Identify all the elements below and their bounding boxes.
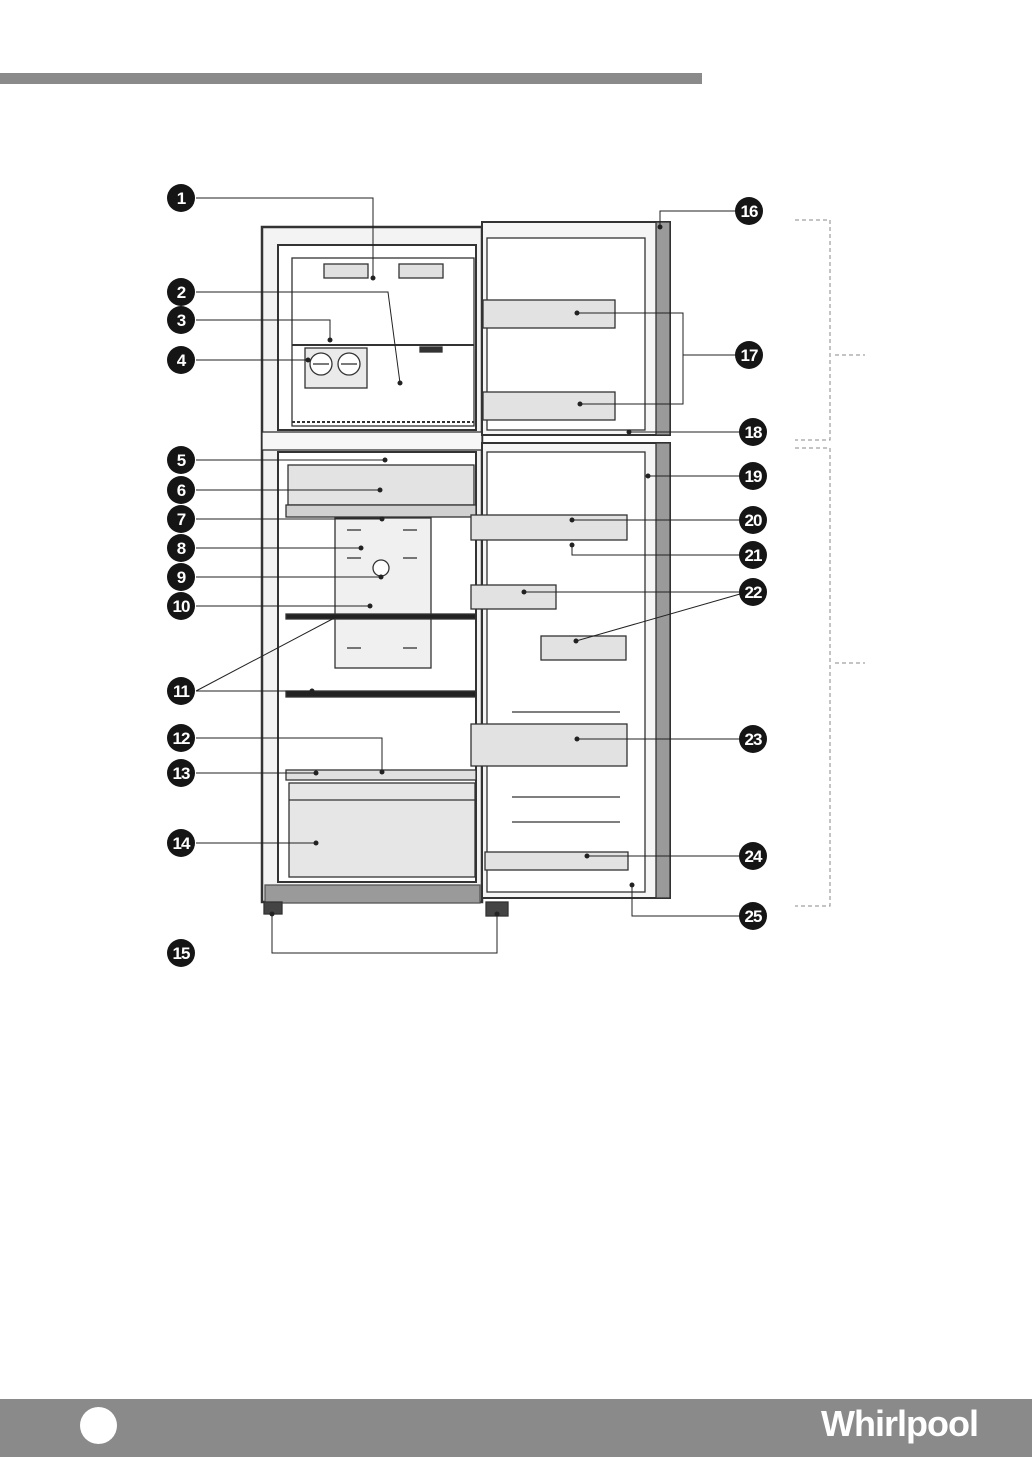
callout-16: [735, 197, 763, 225]
divider-panel: [262, 432, 482, 450]
brand-logo: Whirlpool: [821, 1403, 978, 1444]
cabinet-base: [265, 885, 480, 903]
callout-label: 16: [740, 202, 758, 221]
crisper-drawer: [289, 783, 475, 877]
callout-5: [167, 446, 195, 474]
page-number-badge: [80, 1407, 117, 1444]
callout-label: 4: [176, 351, 186, 370]
callout-2: [167, 278, 195, 306]
door-shelf-3: [471, 724, 627, 766]
callout-4: [167, 346, 195, 374]
door-shelf-1: [471, 515, 627, 540]
callout-label: 24: [744, 847, 762, 866]
callout-20: [739, 506, 767, 534]
callout-label: 20: [744, 511, 762, 530]
callout-25: [739, 902, 767, 930]
callout-label: 17: [740, 346, 758, 365]
callout-label: 12: [172, 729, 190, 748]
callout-label: 13: [172, 764, 190, 783]
callout-7: [167, 505, 195, 533]
callout-6: [167, 476, 195, 504]
ice-tray-right: [399, 264, 443, 278]
callout-label: 5: [176, 451, 186, 470]
callout-label: 23: [744, 730, 762, 749]
callout-21: [739, 541, 767, 569]
fridge-drawing: [262, 222, 670, 916]
callout-8: [167, 534, 195, 562]
callout-label: 22: [744, 583, 762, 602]
top-shelf: [286, 505, 476, 517]
callout-24: [739, 842, 767, 870]
freezer-door-gasket: [656, 222, 670, 435]
crisper-cover-top: [288, 465, 474, 505]
callout-13: [167, 759, 195, 787]
callout-label: 18: [744, 423, 762, 442]
callout-label: 2: [176, 283, 186, 302]
callout-22: [739, 578, 767, 606]
fridge-door-gasket: [656, 443, 670, 898]
callout-label: 6: [176, 481, 186, 500]
callout-1: [167, 184, 195, 212]
back-panel: [335, 518, 431, 668]
bracket-marks: [795, 220, 865, 906]
callout-19: [739, 462, 767, 490]
ice-tray-left: [324, 264, 368, 278]
egg-tray: [541, 636, 626, 660]
callout-label: 15: [172, 944, 190, 963]
callout-9: [167, 563, 195, 591]
bottle-shelf: [485, 852, 628, 870]
callout-label: 14: [172, 834, 190, 853]
callout-23: [739, 725, 767, 753]
callout-label: 21: [744, 546, 762, 565]
callout-15: [167, 939, 195, 967]
callout-18: [739, 418, 767, 446]
callout-label: 11: [173, 682, 189, 701]
callout-label: 19: [744, 467, 762, 486]
callout-12: [167, 724, 195, 752]
callout-label: 1: [176, 189, 186, 208]
thermostat-knob: [373, 560, 389, 576]
freezer-door-shelf-2: [483, 392, 615, 420]
glass-shelf-2: [286, 691, 476, 697]
freezer-inner: [292, 258, 474, 426]
callout-label: 10: [172, 597, 190, 616]
callout-label: 7: [176, 510, 186, 529]
door-shelf-2: [471, 585, 556, 609]
callout-14: [167, 829, 195, 857]
freezer-door-shelf-1: [483, 300, 615, 328]
callout-label: 25: [744, 907, 762, 926]
callout-10: [167, 592, 195, 620]
callout-11: [167, 677, 195, 705]
callout-label: 3: [176, 311, 186, 330]
callout-label: 8: [176, 539, 186, 558]
callout-label: 9: [176, 568, 186, 587]
callout-17: [735, 341, 763, 369]
glass-shelf-1: [286, 614, 476, 619]
callout-3: [167, 306, 195, 334]
